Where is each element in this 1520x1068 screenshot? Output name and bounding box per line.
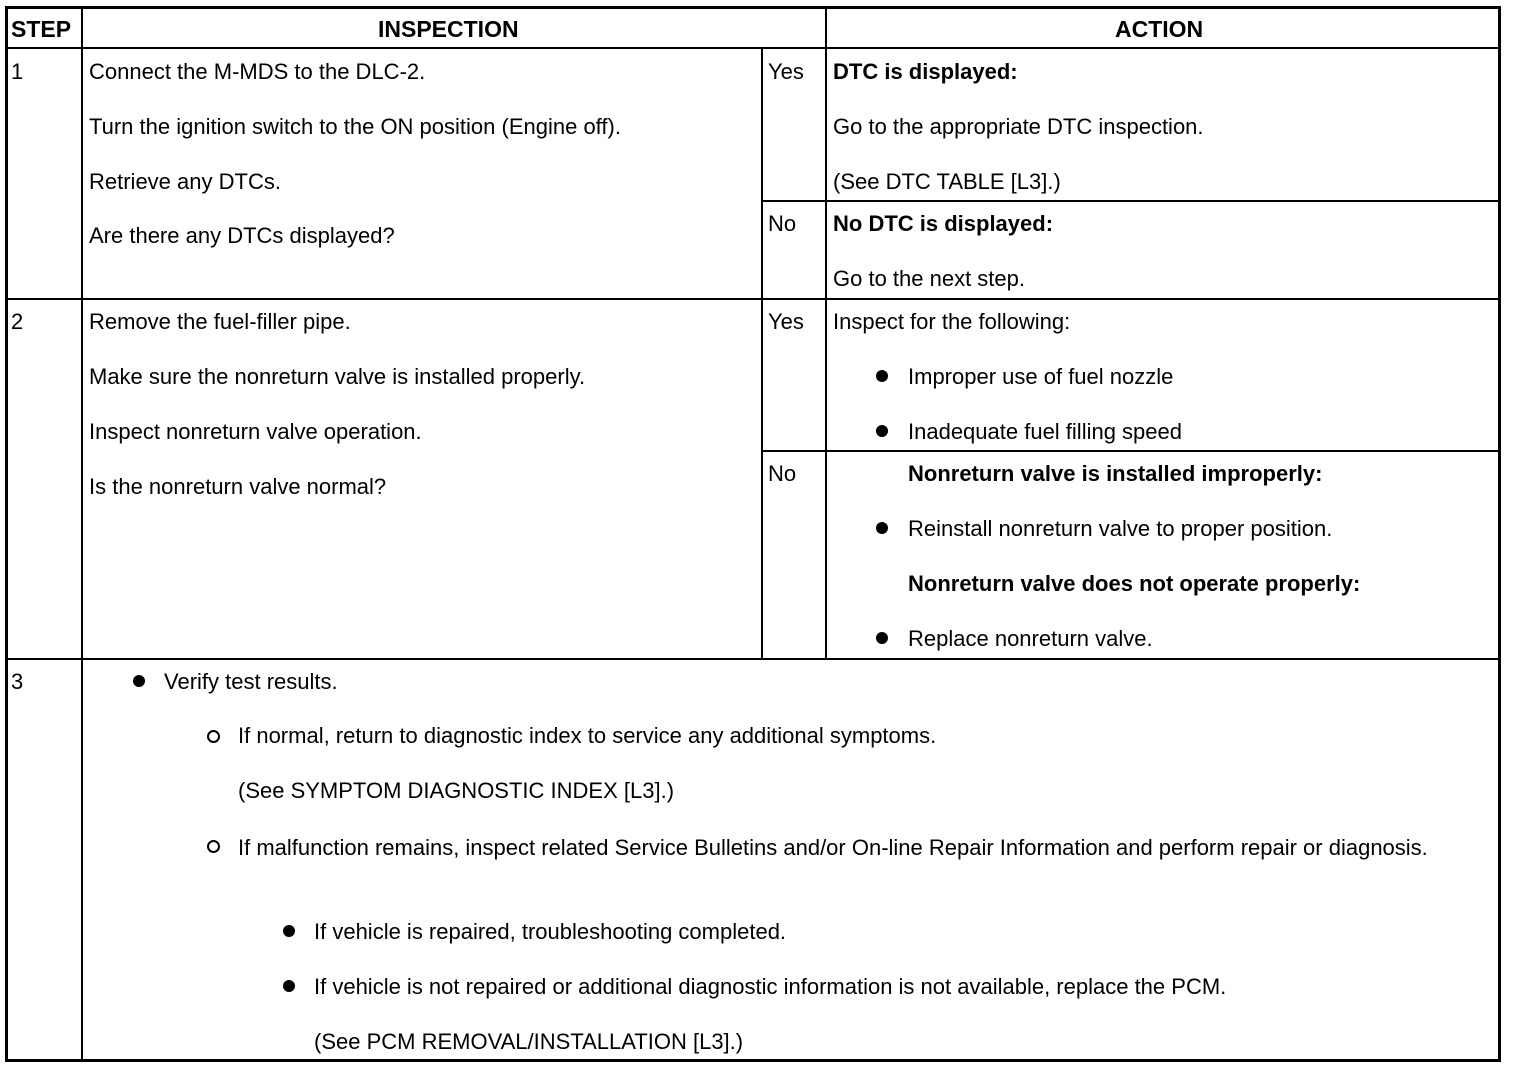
row1-no-heading: No DTC is displayed: <box>833 211 1054 236</box>
row2-yes-no-divider <box>761 450 1499 452</box>
header-step: STEP <box>11 16 72 42</box>
bullet-icon <box>283 980 295 992</box>
header-inspection: INSPECTION <box>378 16 519 42</box>
row3-repaired: If vehicle is repaired, troubleshooting completed. <box>314 919 787 944</box>
row1-divider <box>5 298 1501 300</box>
header-divider <box>5 47 1501 49</box>
row1-yes-no-divider <box>761 200 1499 202</box>
row1-yes-line: (See DTC TABLE [L3].) <box>833 169 1061 194</box>
yes-no-column-divider <box>761 47 763 660</box>
row1-no-label: No <box>768 211 797 236</box>
bullet-icon <box>876 632 888 644</box>
row2-no-bullet: Reinstall nonreturn valve to proper position. <box>908 516 1333 541</box>
bullet-icon <box>133 675 145 687</box>
row3-normal-reference: (See SYMPTOM DIAGNOSTIC INDEX [L3].) <box>238 778 675 803</box>
row2-yes-bullet: Inadequate fuel filling speed <box>908 419 1182 444</box>
action-column-divider <box>825 6 827 660</box>
row2-no-heading: Nonreturn valve is installed improperly: <box>908 461 1323 486</box>
row2-divider <box>5 658 1501 660</box>
row3-malfunction: If malfunction remains, inspect related Service Bulletins and/or On-line Repair Information and perform repair or diagnosis. <box>238 835 1428 860</box>
row2-step-number: 2 <box>11 309 24 334</box>
row1-yes-line: Go to the appropriate DTC inspection. <box>833 114 1204 139</box>
row1-step-number: 1 <box>11 59 24 84</box>
row1-inspection-question: Are there any DTCs displayed? <box>89 223 395 248</box>
row2-inspection-line: Inspect nonreturn valve operation. <box>89 419 422 444</box>
row2-no-bullet: Replace nonreturn valve. <box>908 626 1153 651</box>
row1-inspection-line: Connect the M-MDS to the DLC-2. <box>89 59 426 84</box>
row2-no-heading: Nonreturn valve does not operate properly: <box>908 571 1361 596</box>
row1-yes-heading: DTC is displayed: <box>833 59 1018 84</box>
circle-bullet-icon <box>207 730 220 743</box>
row2-yes-label: Yes <box>768 309 804 334</box>
circle-bullet-icon <box>207 840 220 853</box>
row3-normal: If normal, return to diagnostic index to service any additional symptoms. <box>238 723 937 748</box>
header-action: ACTION <box>1115 16 1204 42</box>
row2-inspection-line: Remove the fuel-filler pipe. <box>89 309 351 334</box>
bullet-icon <box>876 370 888 382</box>
row2-no-label: No <box>768 461 797 486</box>
row1-yes-label: Yes <box>768 59 804 84</box>
row2-inspection-question: Is the nonreturn valve normal? <box>89 474 387 499</box>
row2-inspection-line: Make sure the nonreturn valve is installed properly. <box>89 364 586 389</box>
bullet-icon <box>876 522 888 534</box>
row1-inspection-line: Turn the ignition switch to the ON position (Engine off). <box>89 114 621 139</box>
row2-yes-bullet: Improper use of fuel nozzle <box>908 364 1174 389</box>
row2-yes-intro: Inspect for the following: <box>833 309 1071 334</box>
bullet-icon <box>876 425 888 437</box>
row3-verify: Verify test results. <box>164 669 338 694</box>
bullet-icon <box>283 925 295 937</box>
row1-no-line: Go to the next step. <box>833 266 1026 291</box>
row3-not-repaired: If vehicle is not repaired or additional diagnostic information is not available, replace the PCM. <box>314 974 1227 999</box>
row1-inspection-line: Retrieve any DTCs. <box>89 169 281 194</box>
step-column-divider <box>81 6 83 1062</box>
row3-step-number: 3 <box>11 669 24 694</box>
row3-pcm-reference: (See PCM REMOVAL/INSTALLATION [L3].) <box>314 1029 744 1054</box>
